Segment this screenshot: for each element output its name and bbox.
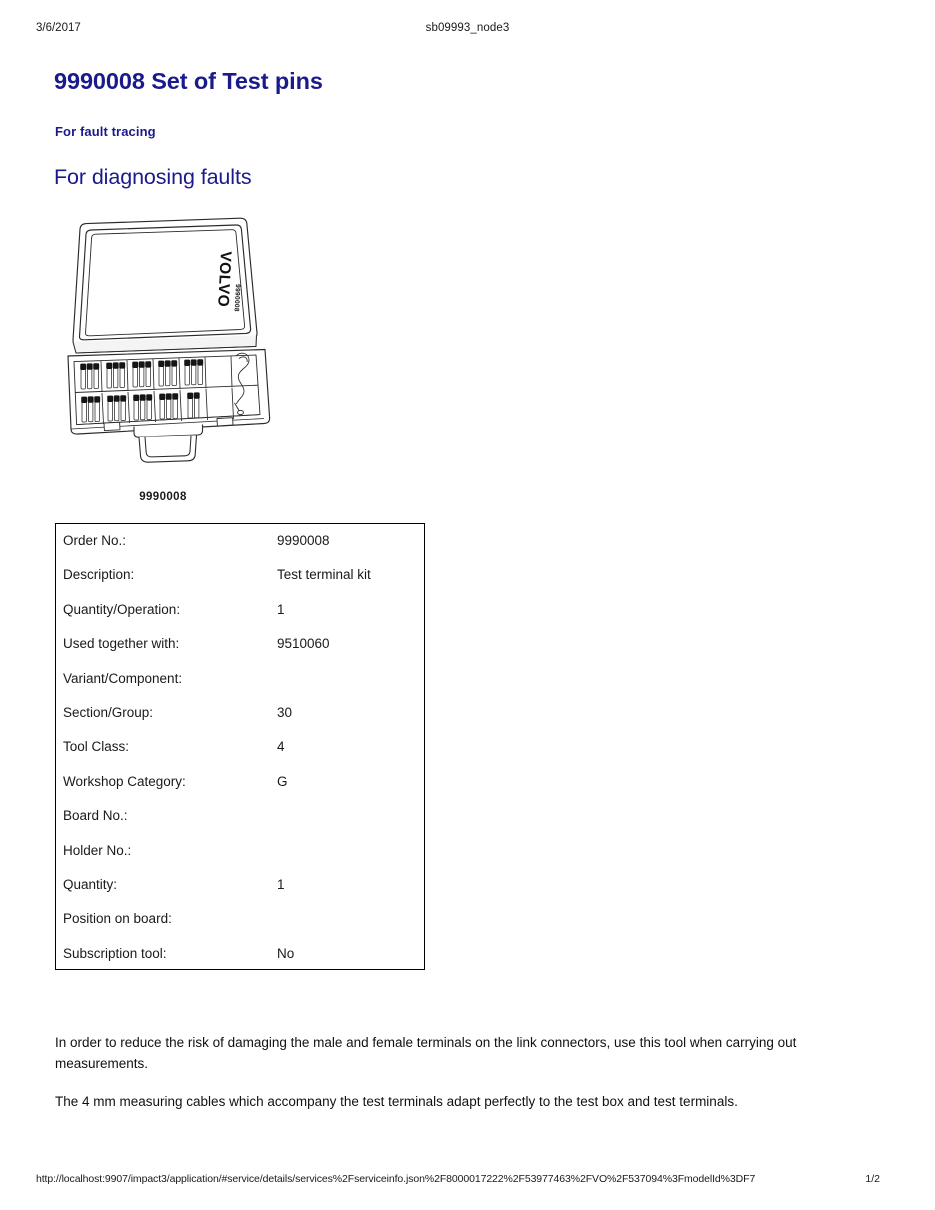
specification-table [55,523,425,970]
table-row [56,593,424,627]
table-row [56,524,424,558]
table-row [56,696,424,730]
svg-text:VOLVO: VOLVO [214,250,234,308]
header-date: 3/6/2017 [36,22,81,34]
spec-value: 4 [277,739,285,755]
body-paragraph: In order to reduce the risk of damaging the male and female terminals on the link connectors, use this tool when carrying out measurements. [55,1035,797,1071]
page-header [0,21,935,37]
svg-text:9990008: 9990008 [232,283,241,313]
spec-value: 30 [277,705,293,720]
body-copy [55,1033,863,1131]
table-row [56,627,424,661]
table-row [56,902,424,936]
spec-value: 1 [277,601,285,617]
spec-value: 9990008 [277,533,330,548]
table-row [56,662,424,696]
spec-label: Position on board: [63,911,172,927]
spec-label: Section/Group: [63,705,154,720]
table-row [56,730,424,764]
header-node-id: sb09993_node3 [425,22,510,34]
spec-value: 9510060 [277,636,330,652]
table-row [56,868,424,902]
spec-label: Variant/Component: [63,670,183,686]
spec-value: No [277,945,295,961]
spec-label: Subscription tool: [63,945,167,961]
spec-label: Used together with: [63,636,180,652]
table-row [56,558,424,592]
spec-label: Quantity/Operation: [63,601,181,617]
table-row [56,834,424,868]
toolbox-illustration [60,215,280,480]
figure-caption: 9990008 [139,491,187,503]
page-footer [0,1172,935,1190]
spec-label: Description: [63,567,135,583]
footer-url: http://localhost:9907/impact3/application/#service/details/services%2Fserviceinfo.json%2F8000017222%2F53977463%2FVO%2F537094%3FmodelId%3DF7 [36,1173,756,1185]
page-subtitle: For fault tracing [55,124,156,139]
table-row [56,799,424,833]
spec-label: Order No.: [63,533,127,548]
footer-page-number: 1/2 [865,1173,880,1185]
product-figure [60,215,280,515]
spec-label: Board No.: [63,808,128,824]
spec-label: Workshop Category: [63,773,186,789]
section-heading: For diagnosing faults [54,165,252,189]
spec-value: G [277,773,288,789]
table-row [56,765,424,799]
spec-value: Test terminal kit [277,567,371,583]
page-title: 9990008 Set of Test pins [54,68,323,94]
spec-value: 1 [277,877,285,892]
spec-label: Quantity: [63,877,118,892]
spec-label: Tool Class: [63,739,130,755]
spec-label: Holder No.: [63,842,132,858]
table-row [56,937,424,971]
body-paragraph: The 4 mm measuring cables which accompany the test terminals adapt perfectly to the test box and test terminals. [55,1094,738,1109]
